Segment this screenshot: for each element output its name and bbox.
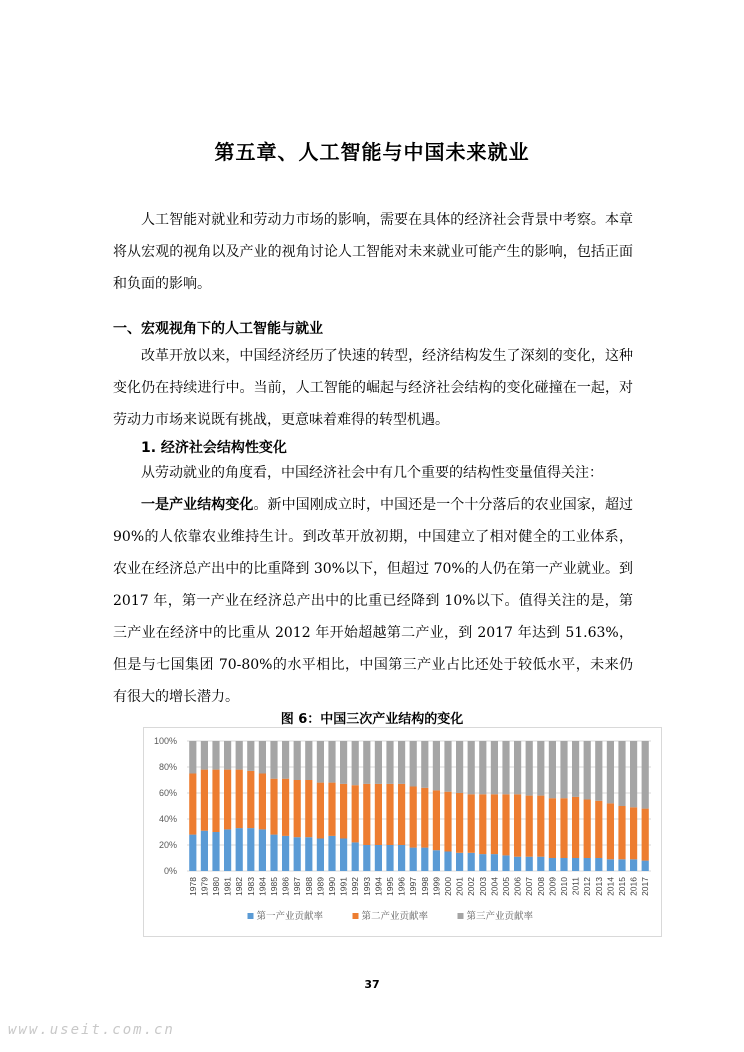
bar-segment — [526, 857, 533, 871]
bar-segment — [363, 845, 370, 871]
x-tick-label: 2006 — [512, 877, 523, 896]
bar-segment — [560, 798, 567, 858]
bar-segment — [607, 859, 614, 871]
bar-segment — [607, 803, 614, 859]
x-tick-label: 2010 — [559, 877, 569, 896]
bar-segment — [618, 859, 625, 871]
bar-segment — [375, 784, 382, 845]
bar-segment — [618, 741, 625, 806]
bar-segment — [305, 780, 312, 837]
bar-segment — [317, 839, 324, 872]
bar-segment — [201, 831, 208, 871]
bar-segment — [189, 741, 196, 774]
x-tick-label: 1999 — [431, 877, 442, 896]
industry-structure-chart — [143, 727, 662, 937]
bar-segment — [584, 858, 591, 871]
bar-segment — [584, 741, 591, 800]
chart-svg — [144, 728, 661, 936]
bar-segment — [270, 779, 277, 835]
bar-segment — [456, 741, 463, 793]
bar-segment — [642, 741, 649, 809]
bar-segment — [212, 741, 219, 770]
bar-segment — [305, 741, 312, 780]
x-tick-label: 2007 — [524, 877, 535, 896]
bar-segment — [560, 741, 567, 798]
x-tick-label: 2001 — [454, 877, 465, 896]
bar-segment — [479, 741, 486, 794]
bar-segment — [340, 741, 347, 784]
x-tick-label: 1983 — [245, 877, 256, 896]
figure-caption: 图 6：中国三次产业结构的变化 — [280, 712, 464, 727]
bar-segment — [479, 794, 486, 854]
bar-segment — [595, 741, 602, 801]
bar-segment — [294, 741, 301, 780]
bar-segment — [363, 784, 370, 845]
x-tick-label: 1978 — [187, 877, 198, 896]
bar-segment — [386, 784, 393, 845]
bar-segment — [456, 793, 463, 853]
bar-segment — [630, 807, 637, 859]
bar-segment — [375, 741, 382, 784]
bar-segment — [259, 774, 266, 830]
bar-segment — [247, 828, 254, 871]
x-tick-label: 1994 — [373, 877, 384, 896]
bar-segment — [421, 788, 428, 848]
bar-segment — [386, 845, 393, 871]
y-tick-label: 20% — [158, 840, 177, 850]
page-number: 37 — [364, 978, 380, 991]
legend-label: 第三产业贡献率 — [466, 911, 534, 922]
bar-segment — [549, 741, 556, 798]
bar-segment — [189, 774, 196, 835]
bar-segment — [572, 858, 579, 871]
bar-segment — [201, 741, 208, 770]
x-tick-label: 1991 — [338, 877, 349, 896]
bar-segment — [444, 852, 451, 872]
bar-segment — [468, 794, 475, 853]
bar-segment — [201, 770, 208, 831]
bar-segment — [340, 784, 347, 839]
x-tick-label: 2014 — [605, 877, 616, 896]
bar-segment — [340, 839, 347, 872]
bar-segment — [444, 741, 451, 792]
x-tick-label: 1987 — [292, 877, 303, 896]
chapter-title: 第五章、人工智能与中国未来就业 — [214, 140, 530, 164]
bar-segment — [514, 741, 521, 794]
bar-segment — [398, 845, 405, 871]
bar-segment — [502, 794, 509, 855]
x-tick-label: 1984 — [257, 877, 268, 896]
legend-label: 第一产业贡献率 — [256, 911, 324, 922]
bar-segment — [526, 796, 533, 857]
bar-segment — [630, 859, 637, 871]
bar-segment — [468, 741, 475, 794]
bar-segment — [537, 796, 544, 857]
x-tick-label: 1992 — [350, 877, 361, 896]
subsection-intro: 从劳动就业的角度看，中国经济社会中有几个重要的结构性变量值得关注： — [141, 465, 603, 481]
bar-segment — [560, 858, 567, 871]
bar-segment — [352, 741, 359, 785]
bar-segment — [317, 741, 324, 783]
x-tick-label: 2017 — [640, 877, 651, 896]
bar-segment — [224, 741, 231, 770]
bar-segment — [328, 741, 335, 783]
x-tick-label: 1998 — [419, 877, 430, 896]
bar-segment — [642, 809, 649, 861]
bar-segment — [595, 858, 602, 871]
x-tick-label: 2004 — [489, 877, 500, 896]
bar-segment — [526, 741, 533, 796]
bar-segment — [537, 741, 544, 796]
y-tick-label: 40% — [158, 814, 177, 824]
bar-segment — [549, 858, 556, 871]
bar-segment — [328, 836, 335, 871]
bar-segment — [352, 842, 359, 871]
bar-segment — [212, 832, 219, 871]
bar-segment — [247, 771, 254, 828]
x-tick-label: 1982 — [234, 877, 245, 896]
bar-segment — [270, 741, 277, 779]
x-tick-label: 2016 — [628, 877, 639, 896]
bar-segment — [247, 741, 254, 771]
bar-segment — [607, 741, 614, 803]
x-tick-label: 1988 — [303, 877, 314, 896]
x-tick-label: 1993 — [361, 877, 372, 896]
bar-segment — [363, 741, 370, 784]
bar-segment — [375, 845, 382, 871]
bar-segment — [456, 853, 463, 871]
x-tick-label: 1990 — [327, 877, 337, 896]
bar-segment — [305, 837, 312, 871]
x-tick-label: 1995 — [385, 877, 395, 896]
bar-segment — [491, 794, 498, 854]
bar-segment — [572, 741, 579, 797]
bar-segment — [444, 792, 451, 852]
bar-segment — [259, 741, 266, 774]
bar-segment — [410, 741, 417, 787]
bar-segment — [224, 829, 231, 871]
section-heading: 一、宏观视角下的人工智能与就业 — [113, 321, 323, 337]
legend-swatch — [353, 913, 359, 919]
watermark: www.useit.com.cn — [8, 1022, 175, 1038]
bar-segment — [514, 857, 521, 871]
bar-segment — [642, 861, 649, 871]
intro-paragraph: 人工智能对就业和劳动力市场的影响，需要在具体的经济社会背景中考察。本章将从宏观的视角以及产业的视角讨论人工智能对未来就业可能产生的影响，包括正面和负面的影响。 — [113, 212, 633, 292]
bar-segment — [282, 741, 289, 779]
bar-segment — [502, 741, 509, 794]
bar-segment — [294, 780, 301, 837]
bar-segment — [236, 741, 243, 770]
point-text: 。新中国刚成立时，中国还是一个十分落后的农业国家，超过 90%的人依靠农业维持生计。到改革开放初期，中国建立了相对健全的工业体系，农业在经济总产出中的比重降到 30%以下，但超过 70%的人仍在第一产业就业。到 2017 年，第一产业在经济总产出中的比重已经降到 10%以下。值得关注的是，第三产业在经济中的比重从 2012 年开始超越第二产业，到 2017 年达到 51.63%，但是与七国集团 70-80%的水平相比，中国第三产业占比还处于较低水平，未来仍有很大的增长潜力。 — [113, 497, 634, 705]
y-tick-label: 100% — [153, 736, 177, 746]
bar-segment — [549, 798, 556, 858]
bar-segment — [491, 741, 498, 794]
x-tick-label: 2011 — [570, 877, 581, 896]
bar-segment — [421, 741, 428, 788]
bar-segment — [433, 790, 440, 850]
y-tick-label: 80% — [158, 762, 177, 772]
x-tick-label: 2012 — [582, 877, 593, 896]
x-tick-label: 1985 — [269, 877, 279, 896]
bar-segment — [386, 741, 393, 784]
bar-segment — [410, 848, 417, 871]
point-paragraph — [113, 489, 633, 713]
legend-swatch — [248, 913, 254, 919]
x-tick-label: 2013 — [593, 877, 604, 896]
bar-segment — [282, 779, 289, 836]
bar-segment — [433, 850, 440, 871]
x-tick-label: 1979 — [199, 877, 210, 896]
subsection-heading: 1. 经济社会结构性变化 — [141, 440, 287, 456]
legend-label: 第二产业贡献率 — [361, 911, 429, 922]
x-tick-label: 2008 — [535, 877, 546, 896]
bar-segment — [282, 836, 289, 871]
bar-segment — [352, 785, 359, 842]
bar-segment — [236, 770, 243, 829]
bar-segment — [212, 770, 219, 832]
x-tick-label: 1997 — [408, 877, 419, 896]
bar-segment — [491, 854, 498, 871]
bar-segment — [595, 801, 602, 858]
bar-segment — [236, 828, 243, 871]
bar-segment — [514, 794, 521, 856]
bar-segment — [294, 837, 301, 871]
x-tick-label: 1981 — [222, 877, 233, 896]
bar-segment — [328, 783, 335, 836]
x-tick-label: 2000 — [443, 877, 453, 896]
section-paragraph: 改革开放以来，中国经济经历了快速的转型，经济结构发生了深刻的变化，这种变化仍在持续进行中。当前，人工智能的崛起与经济社会结构的变化碰撞在一起，对劳动力市场来说既有挑战，更意味着难得的转型机遇。 — [113, 348, 633, 428]
bar-segment — [398, 741, 405, 784]
bar-segment — [224, 770, 231, 830]
x-tick-label: 2002 — [466, 877, 477, 896]
x-tick-label: 1996 — [396, 877, 407, 896]
y-tick-label: 60% — [158, 788, 177, 798]
bar-segment — [584, 800, 591, 859]
bar-segment — [421, 848, 428, 871]
x-tick-label: 2009 — [547, 877, 558, 896]
bar-segment — [468, 853, 475, 871]
bar-segment — [259, 829, 266, 871]
x-tick-label: 1986 — [280, 877, 291, 896]
point-lead: 一是产业结构变化 — [141, 497, 254, 513]
legend-swatch — [458, 913, 464, 919]
bar-segment — [630, 741, 637, 807]
bar-segment — [398, 784, 405, 845]
bar-segment — [317, 783, 324, 839]
x-tick-label: 2003 — [477, 877, 488, 896]
x-tick-label: 2015 — [617, 877, 627, 896]
bar-segment — [502, 855, 509, 871]
y-tick-label: 0% — [163, 866, 177, 876]
bar-segment — [572, 797, 579, 858]
x-tick-label: 2005 — [501, 877, 511, 896]
bar-segment — [618, 806, 625, 859]
x-tick-label: 1989 — [315, 877, 326, 896]
bar-segment — [433, 741, 440, 790]
bar-segment — [270, 835, 277, 871]
x-tick-label: 1980 — [211, 877, 221, 896]
bar-segment — [189, 835, 196, 871]
bar-segment — [537, 857, 544, 871]
bar-segment — [479, 854, 486, 871]
bar-segment — [410, 787, 417, 848]
